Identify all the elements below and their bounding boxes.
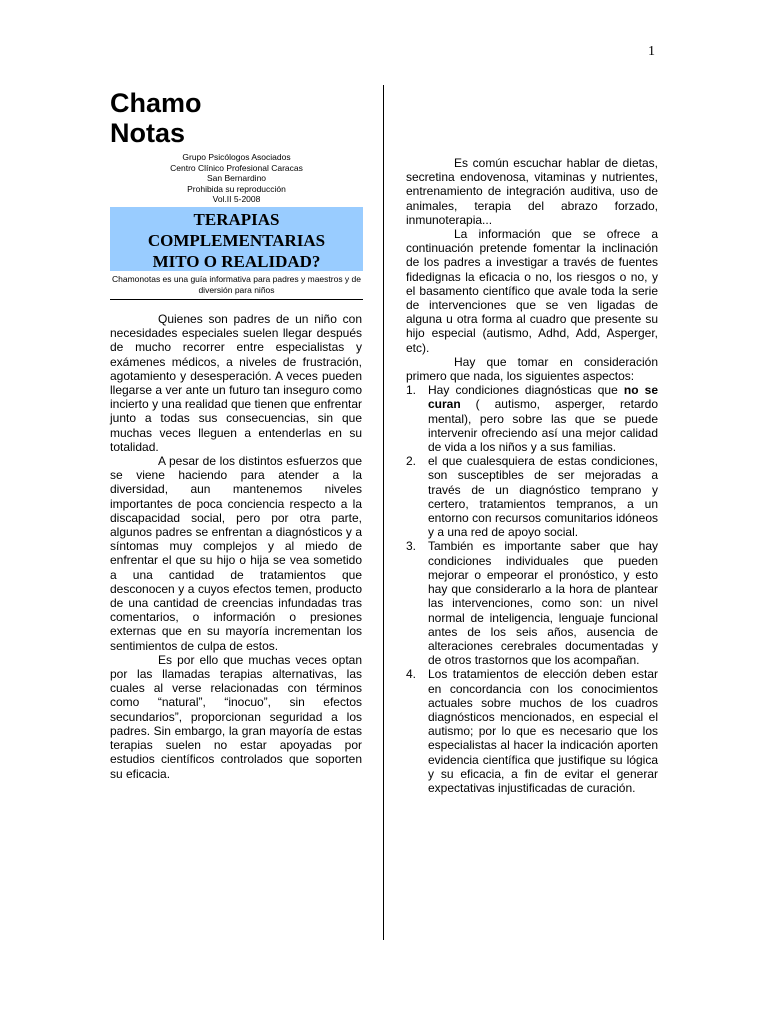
tagline: Chamonotas es una guía informativa para padres y maestros y de diversión para niños xyxy=(110,274,363,300)
list-item xyxy=(406,383,658,454)
org-line: San Bernardino xyxy=(206,173,267,183)
list-text: Hay condiciones diagnósticas que xyxy=(428,383,624,398)
paragraph: Hay que tomar en consideración primero que nada, los siguientes aspectos: xyxy=(406,354,658,384)
brand-line-2: Notas xyxy=(110,118,186,148)
list-text: el que cualesquiera de estas condiciones, son susceptibles de ser mejoradas a través de un diagnóstico temprano y certero, tratamientos tempranos, a un entorno con recursos comunitarios idóneos y a una red de apoyo social. xyxy=(428,454,658,540)
aspects-list xyxy=(406,383,658,795)
column-divider xyxy=(383,85,384,940)
org-line: Centro Clínico Profesional Caracas xyxy=(170,162,303,173)
org-line: Grupo Psicólogos Asociados xyxy=(182,152,291,162)
list-item xyxy=(406,539,658,667)
title-line: MITO O REALIDAD? xyxy=(152,252,321,271)
list-text: ( autismo, asperger, retardo mental), pero sobre las que se puede intervenir ofreciendo así una mejor calidad de vida a los niños y a sus familias. xyxy=(428,397,658,455)
brand-line-1: Chamo xyxy=(110,88,202,118)
paragraph: La información que se ofrece a continuación pretende fomentar la inclinación de los padres a investigar a través de fuentes fidedignas la eficacia o no, los riesgos o no, y el basamento científico que avale toda la serie de intervenciones que se ven ligadas de alguna u otra forma al cuadro que presente su hijo especial (autismo, Adhd, Add, Asperger, etc). xyxy=(406,227,658,355)
article-title xyxy=(110,207,363,271)
list-emphasis: no se curan xyxy=(428,383,659,412)
organization-info xyxy=(110,152,363,205)
list-number: 2. xyxy=(406,454,417,469)
volume-line: Vol.II 5-2008 xyxy=(212,194,261,204)
list-text: También es importante saber que hay condiciones individuales que pueden mejorar o empeorar el pronóstico, y esto hay que considerarlo a la hora de plantear las intervenciones, como son: un nivel normal de inteligencia, lenguaje funcional antes de los seis años, ausencia de alteraciones cerebrales documentadas y de otros trastornos que los acompañan. xyxy=(428,539,658,668)
list-number: 3. xyxy=(406,539,417,554)
list-number: 4. xyxy=(406,667,417,682)
org-line: Prohibida su reproducción xyxy=(187,183,286,194)
page-number: 1 xyxy=(648,44,655,59)
paragraph: Es por ello que muchas veces optan por las llamadas terapias alternativas, las cuales al verse relacionadas con términos como “natural”, “inocuo”, sin efectos secundarios”, proporcionan seguridad a los padres. Sin embargo, la gran mayoría de estas terapias suelen no estar apoyadas por estudios científicos controlados que soporten su eficacia. xyxy=(110,652,362,781)
paragraph: Es común escuchar hablar de dietas, secretina endovenosa, vitaminas y nutrientes, entrenamiento de integración auditiva, uso de animales, terapia del abrazo forzado, inmunoterapia... xyxy=(406,156,658,227)
paragraph: Quienes son padres de un niño con necesidades especiales suelen llegar después de mucho recorrer entre especialistas y exámenes médicos, a niveles de frustración, agotamiento y desesperación. A veces pueden llegarse a ver ante un futuro tan inseguro como incierto y una realidad que tienen que enfrentar junto a todas sus consecuencias, sin que muchas veces lleguen a entenderlas en su totalidad. xyxy=(110,312,362,454)
title-line: TERAPIAS xyxy=(193,210,280,229)
newsletter-brand xyxy=(110,88,202,148)
list-number: 1. xyxy=(406,383,417,398)
list-item xyxy=(406,667,658,795)
title-line: COMPLEMENTARIAS xyxy=(147,231,326,250)
paragraph: A pesar de los distintos esfuerzos que se viene haciendo para atender a la diversidad, aun mantenemos niveles importantes de poca conciencia respecto a la discapacidad social, pero por otra parte, algunos padres se enfrentan a diagnósticos y a síntomas muy complejos y al miedo de enfrentar el que su hijo o hija se vea sometido a una cantidad de tratamientos que desconocen y a cuyos efectos temen, producto de una cantidad de creencias infundadas tras comentarios, o información o presiones externas que en su mayoría incrementan los sentimientos de culpa de estos. xyxy=(110,454,362,653)
list-item xyxy=(406,454,658,539)
list-text: Los tratamientos de elección deben estar en concordancia con los conocimientos actuales sobre muchos de los cuadros diagnósticos mencionados, en especial el autismo; por lo que es necesario que los especialistas al hacer la indicación aporten evidencia científica que justifique su lógica y su eficacia, a fin de evitar el generar expectativas injustificadas de curación. xyxy=(428,667,658,795)
right-column xyxy=(406,156,658,795)
left-column xyxy=(110,312,362,781)
